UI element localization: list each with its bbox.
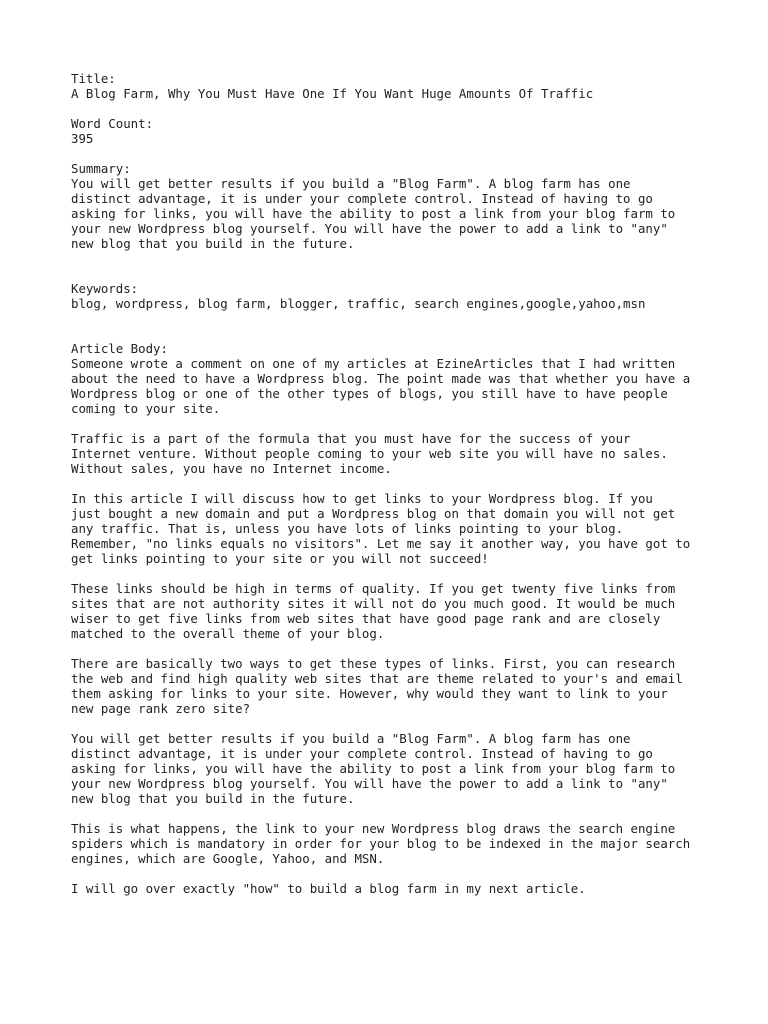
- article-paragraph: This is what happens, the link to your new Wordpress blog draws the search engine spiders which is mandatory in order for your blog to be indexed in the major search engines, which are Google, Yahoo, and MSN.: [71, 821, 691, 866]
- summary-label: Summary:: [71, 161, 131, 176]
- article-body-section: [71, 341, 731, 896]
- word-count-label: Word Count:: [71, 116, 154, 131]
- summary-section: [71, 161, 731, 251]
- article-paragraph: Traffic is a part of the formula that you must have for the success of your Internet venture. Without people coming to your web site you will have no sales. Without sales, you have no Internet income.: [71, 431, 668, 476]
- keywords-label: Keywords:: [71, 281, 139, 296]
- word-count-value: 395: [71, 131, 94, 146]
- article-body-label: Article Body:: [71, 341, 168, 356]
- keywords-value: blog, wordpress, blog farm, blogger, traffic, search engines,google,yahoo,msn: [71, 296, 646, 311]
- article-paragraph: I will go over exactly "how" to build a blog farm in my next article.: [71, 881, 586, 896]
- summary-value: You will get better results if you build a "Blog Farm". A blog farm has one distinct advantage, it is under your complete control. Instead of having to go asking for links, you will have the ability to post a link from your blog farm to your new Wordpress blog yourself. You will have the power to add a link to "any" new blog that you build in the future.: [71, 176, 676, 251]
- title-label: Title:: [71, 71, 116, 86]
- article-paragraph: These links should be high in terms of quality. If you get twenty five links from sites that are not authority sites it will not do you much good. It would be much wiser to get five links from web sites that have good page rank and are closely matched to the overall theme of your blog.: [71, 581, 676, 641]
- article-paragraph: There are basically two ways to get these types of links. First, you can research the web and find high quality web sites that are theme related to your's and email them asking for links to your site. However, why would they want to link to your new page rank zero site?: [71, 656, 683, 716]
- title-value: A Blog Farm, Why You Must Have One If You Want Huge Amounts Of Traffic: [71, 86, 594, 101]
- keywords-section: [71, 281, 731, 311]
- document-page: [71, 71, 731, 911]
- article-paragraph: In this article I will discuss how to get links to your Wordpress blog. If you just bought a new domain and put a Wordpress blog on that domain you will not get any traffic. That is, unless you have lots of links pointing to your blog. Remember, "no links equals no visitors". Let me say it another way, you have got to get links pointing to your site or you will not succeed!: [71, 491, 691, 566]
- word-count-section: [71, 116, 731, 146]
- title-section: [71, 71, 731, 101]
- article-paragraph: Someone wrote a comment on one of my articles at EzineArticles that I had written about the need to have a Wordpress blog. The point made was that whether you have a Wordpress blog or one of the other types of blogs, you still have to have people coming to your site.: [71, 356, 691, 416]
- article-paragraph: You will get better results if you build a "Blog Farm". A blog farm has one distinct advantage, it is under your complete control. Instead of having to go asking for links, you will have the ability to post a link from your blog farm to your new Wordpress blog yourself. You will have the power to add a link to "any" new blog that you build in the future.: [71, 731, 676, 806]
